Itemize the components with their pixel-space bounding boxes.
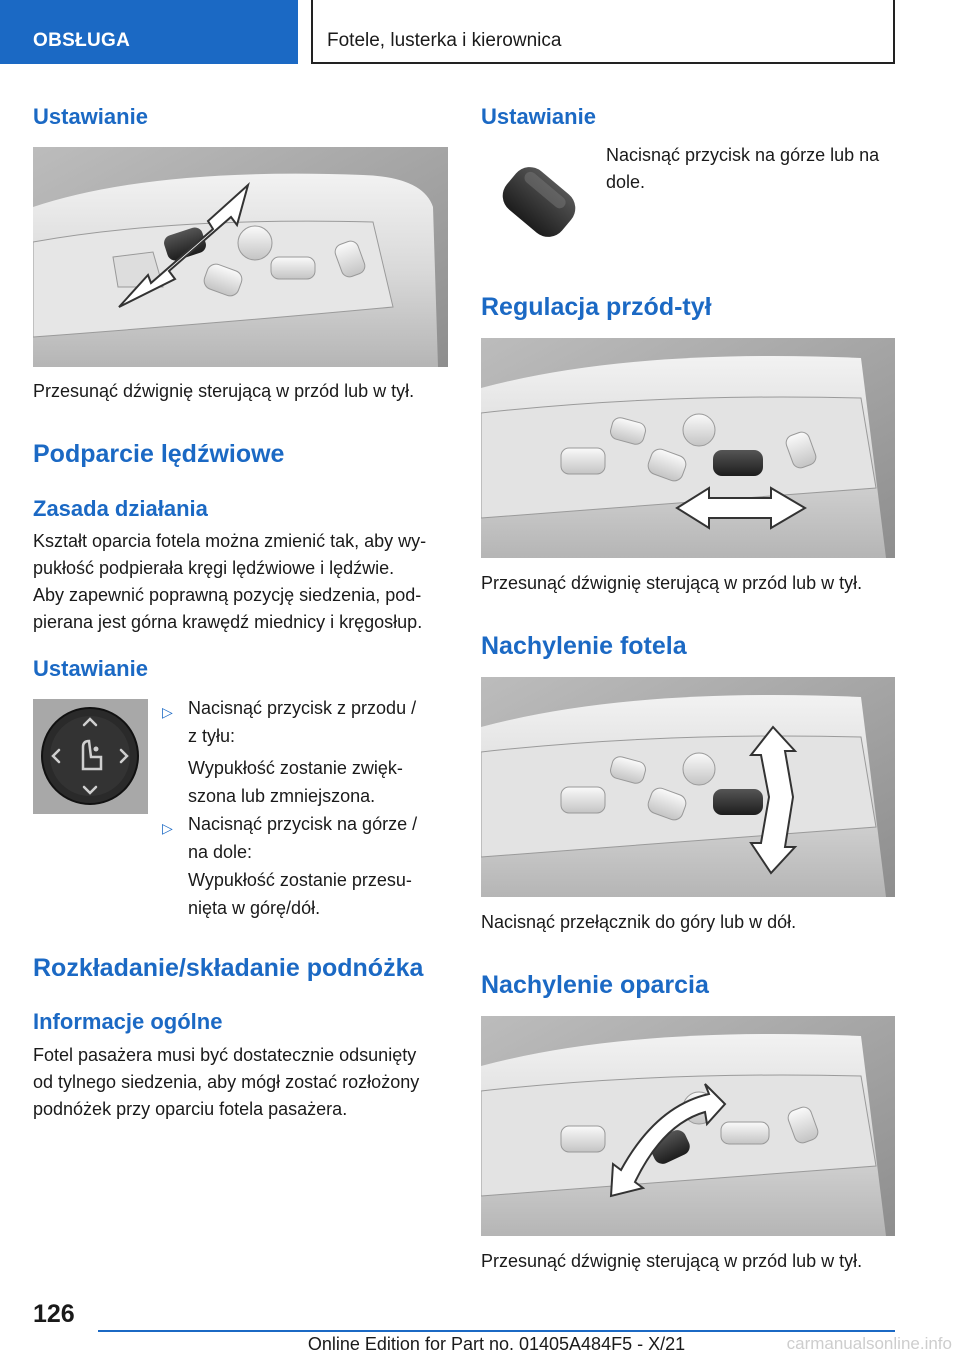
section-tab — [0, 0, 298, 64]
watermark: carmanualsonline.info — [786, 1334, 952, 1353]
photo-seat-fore-aft-lever — [33, 147, 448, 367]
text-line: dole. — [606, 172, 646, 192]
bullet-line: na dole: — [188, 842, 253, 862]
bullet-triangle-icon: ▷ — [162, 704, 173, 720]
heading-ustawianie-right: Ustawianie — [481, 104, 596, 129]
bullet-line: Wypukłość zostanie zwięk- — [188, 758, 403, 778]
photo-backrest-tilt — [481, 1016, 895, 1236]
bullet-2-result — [188, 866, 412, 922]
bullet-1-result — [188, 754, 403, 810]
info-line: od tylnego siedzenia, aby mógł zostać rozłożony — [33, 1072, 420, 1092]
text-line: Nacisnąć przycisk na górze lub na — [606, 145, 880, 165]
footer-edition: Online Edition for Part no. 01405A484F5 - X/21 — [307, 1334, 686, 1354]
bullet-line: nięta w górę/dół. — [188, 898, 321, 918]
bullet-triangle-icon: ▷ — [162, 820, 173, 836]
caption-fore-aft: Przesunąć dźwignię sterującą w przód lub w tył. — [33, 381, 415, 401]
heading-nachylenie-oparcia: Nachylenie oparcia — [481, 971, 709, 999]
heading-rozkladanie: Rozkładanie/składanie podnóżka — [33, 954, 424, 982]
photo-lumbar-knob — [33, 699, 148, 814]
zasada-line: pierana jest górna krawędź miednicy i kręgosłup. — [33, 612, 423, 632]
heading-zasada: Zasada działania — [33, 496, 208, 521]
bullet-1-instruction — [188, 694, 416, 750]
bullet-line: z tyłu: — [188, 726, 236, 746]
info-line: podnóżek przy oparciu fotela pasażera. — [33, 1099, 348, 1119]
heading-ustawianie-2: Ustawianie — [33, 656, 148, 681]
bullet-line: szona lub zmniejszona. — [188, 786, 376, 806]
photo-seat-fore-aft — [481, 338, 895, 558]
bullet-2-instruction — [188, 810, 417, 866]
heading-informacje: Informacje ogólne — [33, 1009, 223, 1034]
bullet-line: Nacisnąć przycisk z przodu / — [188, 698, 417, 718]
photo-lumbar-button — [481, 147, 596, 262]
zasada-text — [33, 528, 448, 636]
heading-podparcie: Podparcie lędźwiowe — [33, 440, 285, 468]
bullet-line: Nacisnąć przycisk na górze / — [188, 814, 418, 834]
page-number: 126 — [33, 1300, 75, 1328]
bullet-line: Wypukłość zostanie przesu- — [188, 870, 412, 890]
caption-nachylenie-fotela: Nacisnąć przełącznik do góry lub w dół. — [481, 912, 797, 932]
informacje-text — [33, 1042, 448, 1123]
caption-nachylenie-oparcia: Przesunąć dźwignię sterującą w przód lub w tył. — [481, 1251, 863, 1271]
ustawianie-right-text — [606, 142, 896, 196]
chapter-title: Fotele, lusterka i kierownica — [327, 30, 562, 51]
zasada-line: pukłość podpierała kręgi lędźwiowe i lędźwie. — [33, 558, 395, 578]
chapter-box — [311, 0, 895, 64]
footer-divider — [98, 1330, 895, 1332]
info-line: Fotel pasażera musi być dostatecznie odsunięty — [33, 1045, 417, 1065]
section-title: OBSŁUGA — [33, 30, 131, 51]
heading-ustawianie-1: Ustawianie — [33, 104, 148, 129]
zasada-line: Aby zapewnić poprawną pozycję siedzenia, pod- — [33, 585, 422, 605]
heading-nachylenie-fotela: Nachylenie fotela — [481, 632, 687, 660]
zasada-line: Kształt oparcia fotela można zmienić tak, aby wy- — [33, 531, 427, 551]
caption-regulacja: Przesunąć dźwignię sterującą w przód lub w tył. — [481, 573, 863, 593]
photo-seat-tilt — [481, 677, 895, 897]
heading-regulacja: Regulacja przód-tył — [481, 293, 712, 321]
